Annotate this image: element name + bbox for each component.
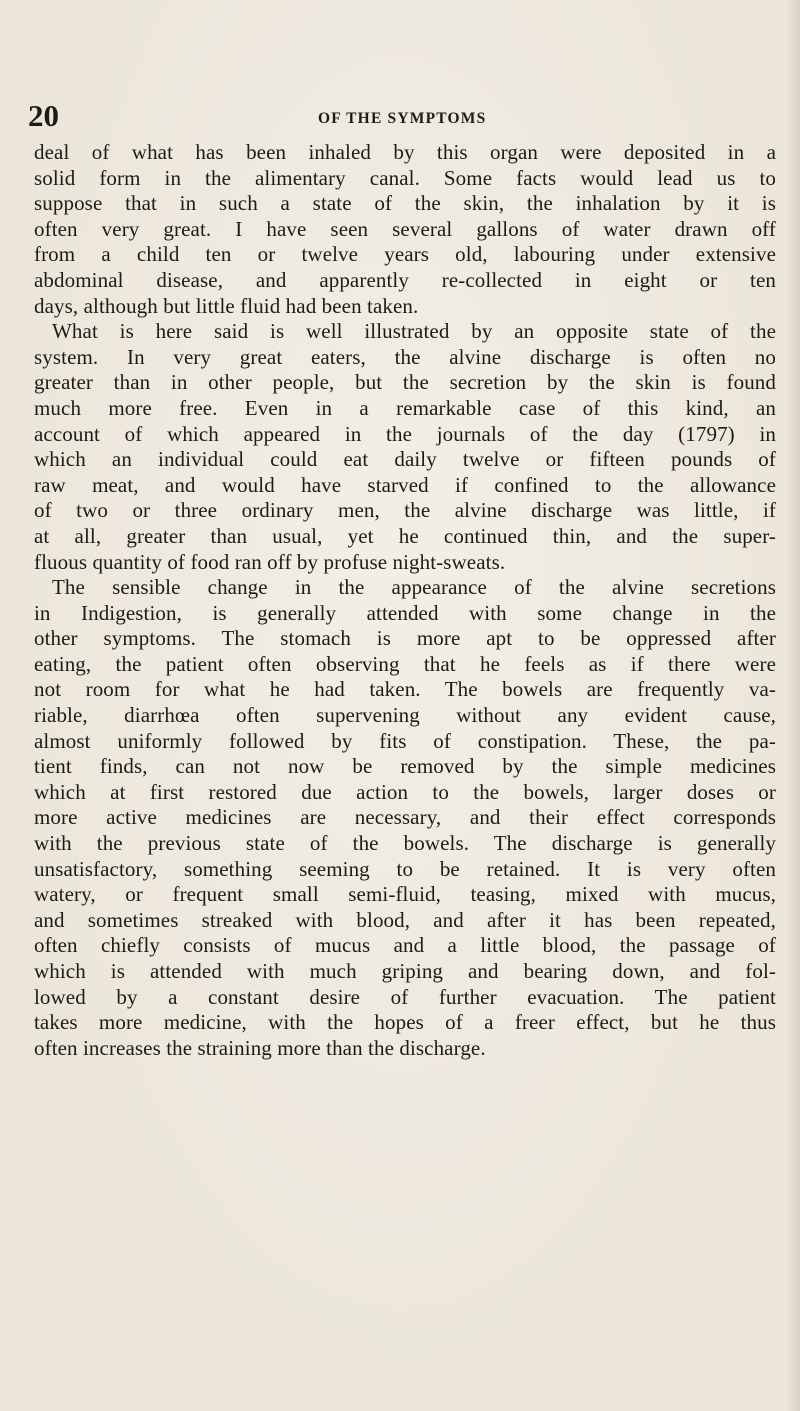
text-line: fluous quantity of food ran off by profuse night-sweats.	[34, 549, 506, 574]
text-line: often increases the straining more than the discharge.	[34, 1035, 486, 1060]
text-line: unsatisfactory, something seeming to be retained. It is very often	[34, 856, 776, 881]
paragraph-2	[34, 319, 776, 575]
text-line: abdominal disease, and apparently re-collected in eight or ten	[34, 267, 776, 292]
text-line: of two or three ordinary men, the alvine discharge was little, if	[34, 498, 776, 523]
text-line: eating, the patient often observing that he feels as if there were	[34, 651, 776, 676]
text-line: watery, or frequent small semi-fluid, teasing, mixed with mucus,	[34, 882, 776, 907]
text-line: account of which appeared in the journals of the day (1797) in	[34, 421, 776, 446]
text-line: at all, greater than usual, yet he continued thin, and the super-	[34, 523, 776, 548]
text-line: with the previous state of the bowels. The discharge is generally	[34, 831, 776, 856]
text-line: What is here said is well illustrated by an opposite state of the	[52, 319, 776, 344]
text-line: often chiefly consists of mucus and a little blood, the passage of	[34, 933, 776, 958]
text-line: takes more medicine, with the hopes of a freer effect, but he thus	[34, 1010, 776, 1035]
page-number: 20	[28, 98, 59, 133]
text-line: greater than in other people, but the secretion by the skin is found	[34, 370, 776, 395]
paragraph-3	[34, 575, 776, 1061]
text-line: deal of what has been inhaled by this organ were deposited in a	[34, 140, 776, 164]
text-line: from a child ten or twelve years old, labouring under extensive	[34, 242, 776, 267]
text-line: more active medicines are necessary, and their effect corresponds	[34, 805, 776, 830]
text-line: almost uniformly followed by fits of constipation. These, the pa-	[34, 728, 776, 753]
text-line: often very great. I have seen several gallons of water drawn off	[34, 216, 776, 241]
text-line: tient finds, can not now be removed by the simple medicines	[34, 754, 776, 779]
text-line: solid form in the alimentary canal. Some facts would lead us to	[34, 165, 776, 190]
text-line: which at first restored due action to the bowels, larger doses or	[34, 779, 776, 804]
text-line: in Indigestion, is generally attended with some change in the	[34, 600, 776, 625]
text-line: which is attended with much griping and bearing down, and fol-	[34, 959, 776, 983]
page-edge-shadow	[786, 0, 800, 1411]
text-line: system. In very great eaters, the alvine discharge is often no	[34, 344, 776, 369]
paragraph-1	[34, 140, 776, 319]
text-line: lowed by a constant desire of further evacuation. The patient	[34, 984, 776, 1009]
text-line: suppose that in such a state of the skin, the inhalation by it is	[34, 191, 776, 216]
text-line: which an individual could eat daily twelve or fifteen pounds of	[34, 447, 776, 472]
running-head	[0, 98, 800, 138]
text-line: riable, diarrhœa often supervening without any evident cause,	[34, 703, 776, 728]
text-line: raw meat, and would have starved if confined to the allowance	[34, 472, 776, 497]
text-line: days, although but little fluid had been taken.	[34, 293, 419, 318]
text-line: not room for what he had taken. The bowels are frequently va-	[34, 677, 776, 702]
text-line: other symptoms. The stomach is more apt to be oppressed after	[34, 626, 776, 651]
body-text	[34, 140, 776, 1061]
text-line: much more free. Even in a remarkable case of this kind, an	[34, 395, 776, 420]
header-title: OF THE SYMPTOMS	[318, 110, 487, 127]
text-line: The sensible change in the appearance of the alvine secretions	[52, 575, 776, 600]
text-line: and sometimes streaked with blood, and after it has been repeated,	[34, 907, 776, 932]
